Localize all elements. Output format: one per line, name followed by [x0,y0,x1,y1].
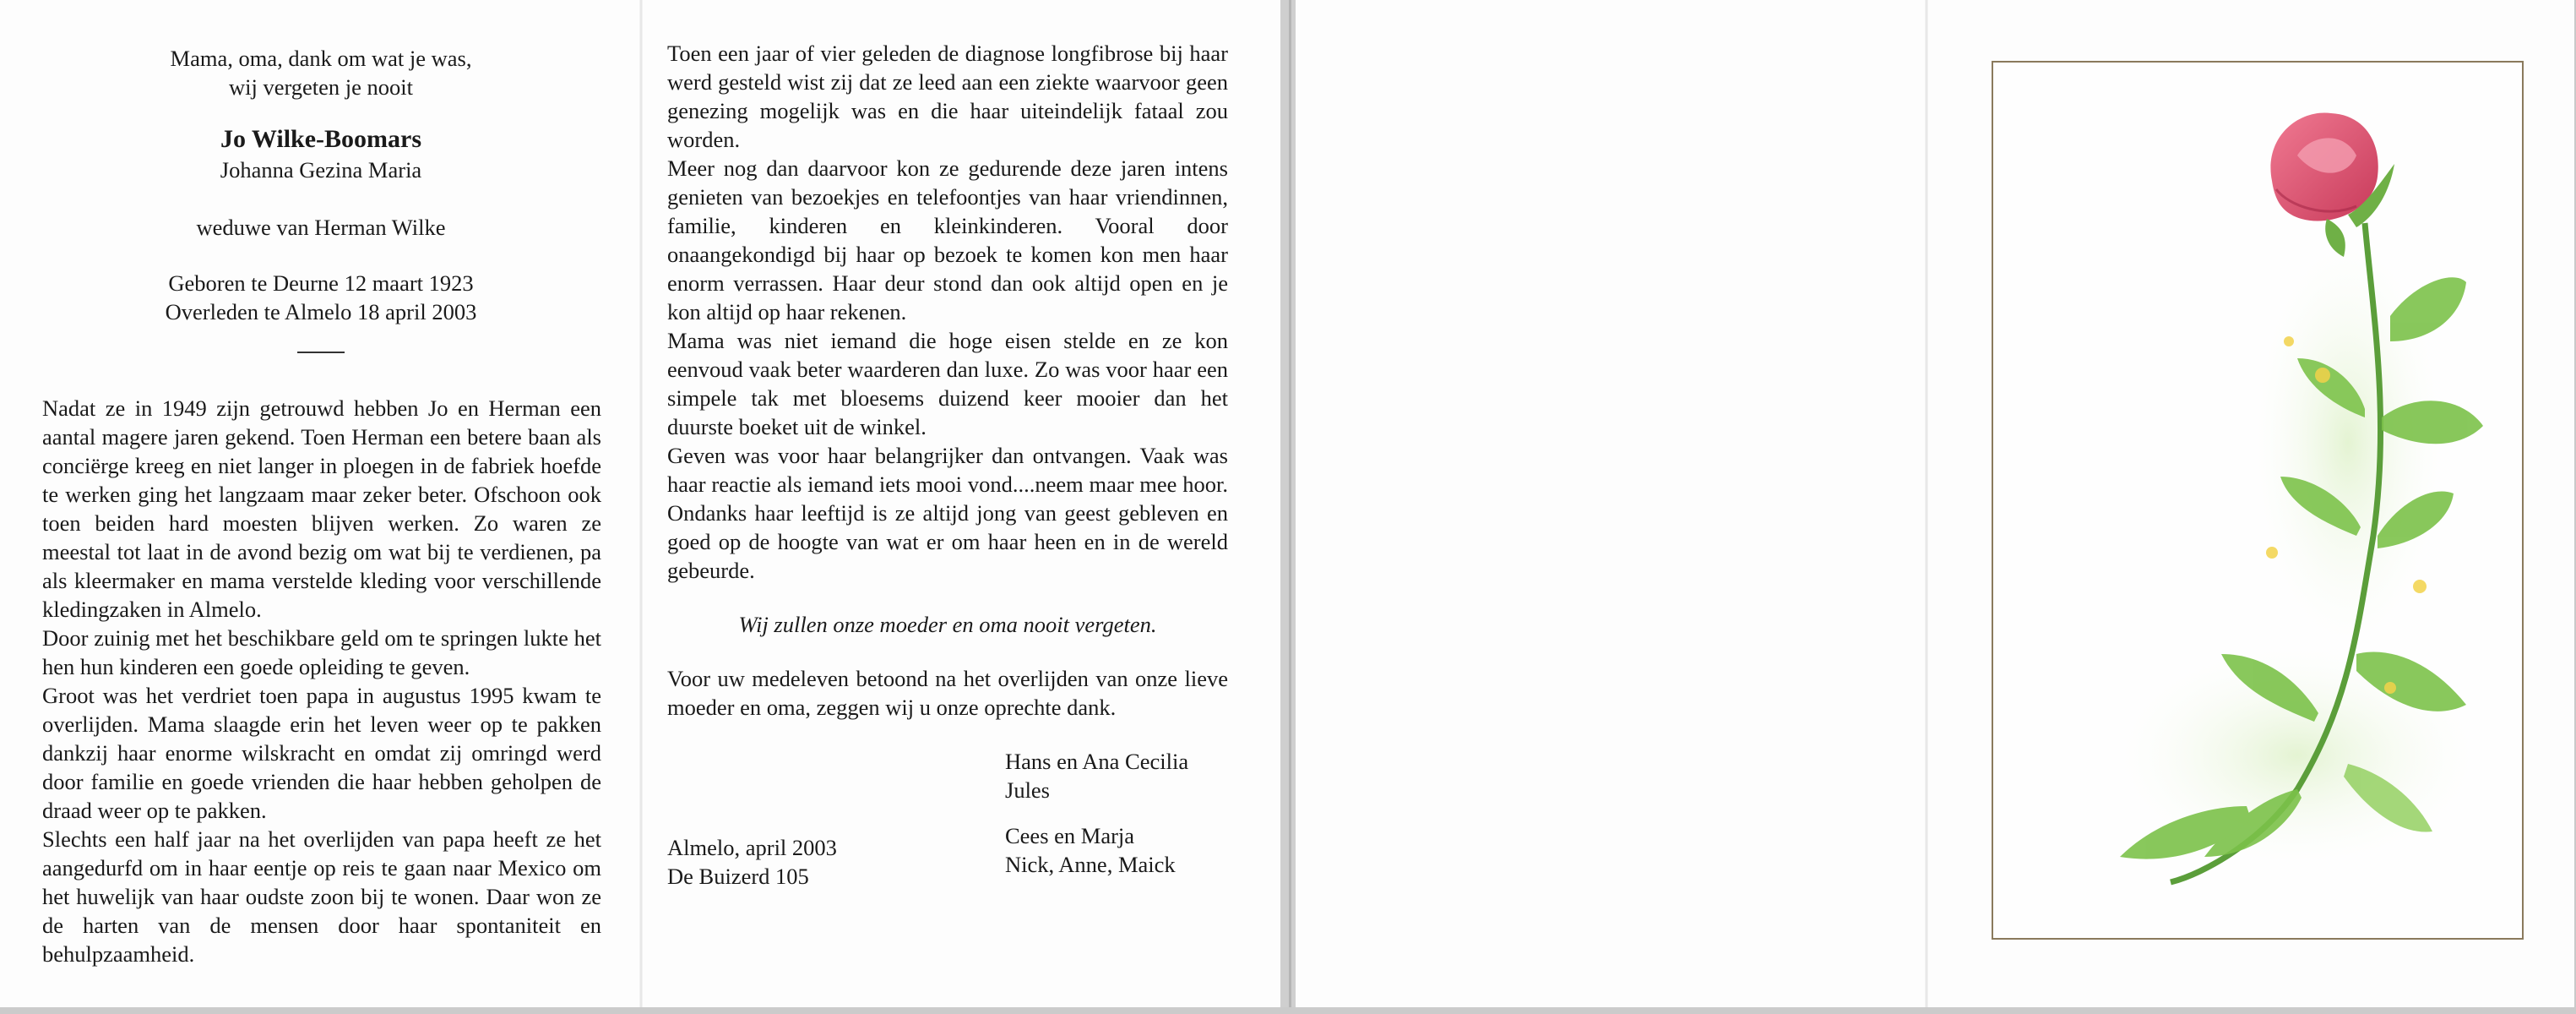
card-separator [1280,0,1296,1014]
signature-line: Jules [1005,777,1050,803]
paragraph: Door zuinig met het beschikbare geld om te springen lukte het hen hun kinderen een goede opleiding te geven. [42,625,601,679]
paragraph: Nadat ze in 1949 zijn getrouwd hebben Jo en Herman een aantal magere jaren gekend. Toen Herman een betere baan als conciërge kreeg en niet langer in ploegen in de fabriek hoefde te werken ging het langzaam maar zeker beter. Ofschoon ook toen beiden hard moesten blijven werken. Zo waren ze meestal tot laat in de avond bezig om wat bij te verdienen, pa als kleermaker en mama verstelde kleding voor verschillende kledingzaken in Almelo. [42,395,601,622]
place-date: Almelo, april 2003 [667,835,837,860]
inner-card-spread [0,0,1280,1007]
closing-quote: Wij zullen onze moeder en oma nooit vergeten. [738,612,1157,637]
deceased-name: Jo Wilke-Boomars [220,125,422,153]
illustration-frame [1992,61,2524,940]
paragraph: Geven was voor haar belangrijker dan ontvangen. Vaak was haar reactie als iemand iets mooi vond....neem maar mee hoor. Ondanks haar leeftijd is ze altijd jong van geest gebleven en goed op de hoogte van wat er om haar heen en in de wereld gebeurde. [667,443,1228,583]
rose-illustration [1993,63,2522,938]
bottom-edge [0,1007,2576,1014]
divider-line [297,352,345,353]
motto-line-1: Mama, oma, dank om wat je was, [170,46,472,71]
paragraph: Mama was niet iemand die hoge eisen stelde en ze kon eenvoud vaak beter waarderen dan luxe. Zo was voor haar een simpele tak met bloesems duizend keer mooier dan het duurste boeket uit de winkel. [667,328,1228,439]
paragraph: Groot was het verdriet toen papa in augustus 1995 kwam te overlijden. Mama slaagde erin het leven weer op te pakken dankzij haar enorme wilskracht en omdat zij omringd werd door familie en goede vrienden die haar hebben geholpen de draad weer op te pakken. [42,683,601,823]
deceased-full-name: Johanna Gezina Maria [220,157,422,183]
birth-line: Geboren te Deurne 12 maart 1923 [168,270,474,296]
right-text-column [667,39,1228,891]
address: De Buizerd 105 [667,864,809,889]
signature-line: Hans en Ana Cecilia [1005,749,1189,774]
paragraph: Slechts een half jaar na het overlijden van papa heeft ze het aangedurfd om in haar eentje op reis te gaan naar Mexico om het huwelijk van haar oudste zoon bij te wonen. Daar won ze de harten van de mensen door haar spontaniteit en behulpzaamheid. [42,826,601,967]
widow-line: weduwe van Herman Wilke [196,215,446,240]
death-line: Overleden te Almelo 18 april 2003 [165,299,477,324]
paragraph: Meer nog dan daarvoor kon ze gedurende deze jaren intens genieten van bezoekjes en telefoontjes van haar vriendinnen, familie, kinderen en kleinkinderen. Vooral door onaangekondigd bij haar op bezoek te komen kon men haar enorm verrassen. Haar deur stond dan ook altijd open en je kon altijd op haar rekenen. [667,155,1228,324]
center-fold [639,0,643,1007]
left-text-column [42,394,601,968]
paragraph: Toen een jaar of vier geleden de diagnose longfibrose bij haar werd gesteld wist zij dat ze leed aan een ziekte waarvoor geen genezing mogelijk was en die haar uiteindelijk fataal zou worden. [667,41,1228,152]
signature-line: Nick, Anne, Maick [1005,852,1176,877]
watercolor-wash [2247,223,2449,662]
motto-line-2: wij vergeten je nooit [228,74,414,100]
center-fold [1925,0,1928,1007]
header-block [42,44,600,353]
signature-line: Cees en Marja [1005,823,1135,848]
thanks-paragraph: Voor uw medeleven betoond na het overlijden van onze lieve moeder en oma, zeggen wij u onze oprechte dank. [667,666,1228,720]
